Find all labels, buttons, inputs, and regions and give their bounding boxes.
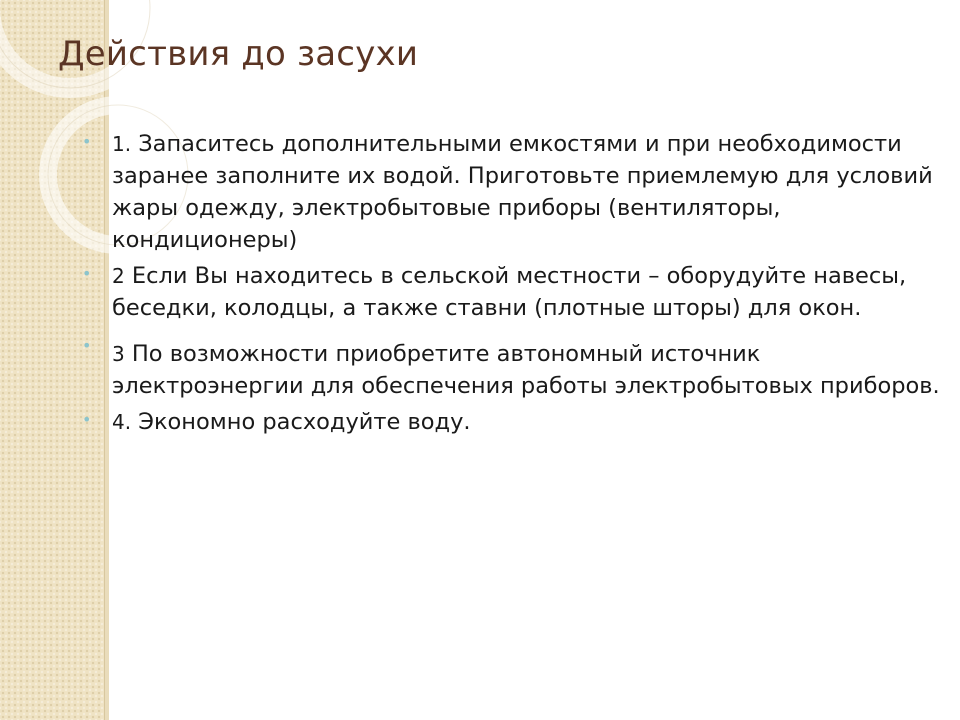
item-text: По возможности приобретите автономный источник электроэнергии для обеспечения работы электробытовых приборов.	[112, 341, 940, 399]
bullet-dot-icon: •	[82, 264, 92, 283]
list-item	[80, 128, 940, 256]
list-item	[80, 260, 940, 324]
bullet-dot-icon: •	[82, 410, 92, 429]
item-text: Запаситесь дополнительными емкостями и при необходимости заранее заполните их водой. Приготовьте приемлемую для условий жары одежду, электробытовые приборы (вентиляторы, кондиционеры)	[112, 131, 933, 253]
item-number: 2	[112, 264, 125, 288]
item-number: 1.	[112, 132, 132, 156]
item-text: Если Вы находитесь в сельской местности – оборудуйте навесы, беседки, колодцы, а также ставни (плотные шторы) для окон.	[112, 263, 907, 321]
item-number: 3	[112, 342, 125, 366]
list-item	[80, 406, 940, 438]
slide-title: Действия до засухи	[58, 34, 419, 74]
bullet-dot-icon: •	[82, 132, 92, 151]
bullet-dot-icon: •	[82, 336, 92, 355]
item-text: Экономно расходуйте воду.	[131, 409, 471, 435]
list-item	[80, 332, 940, 402]
item-number: 4.	[112, 410, 132, 434]
bullet-list	[80, 128, 940, 438]
